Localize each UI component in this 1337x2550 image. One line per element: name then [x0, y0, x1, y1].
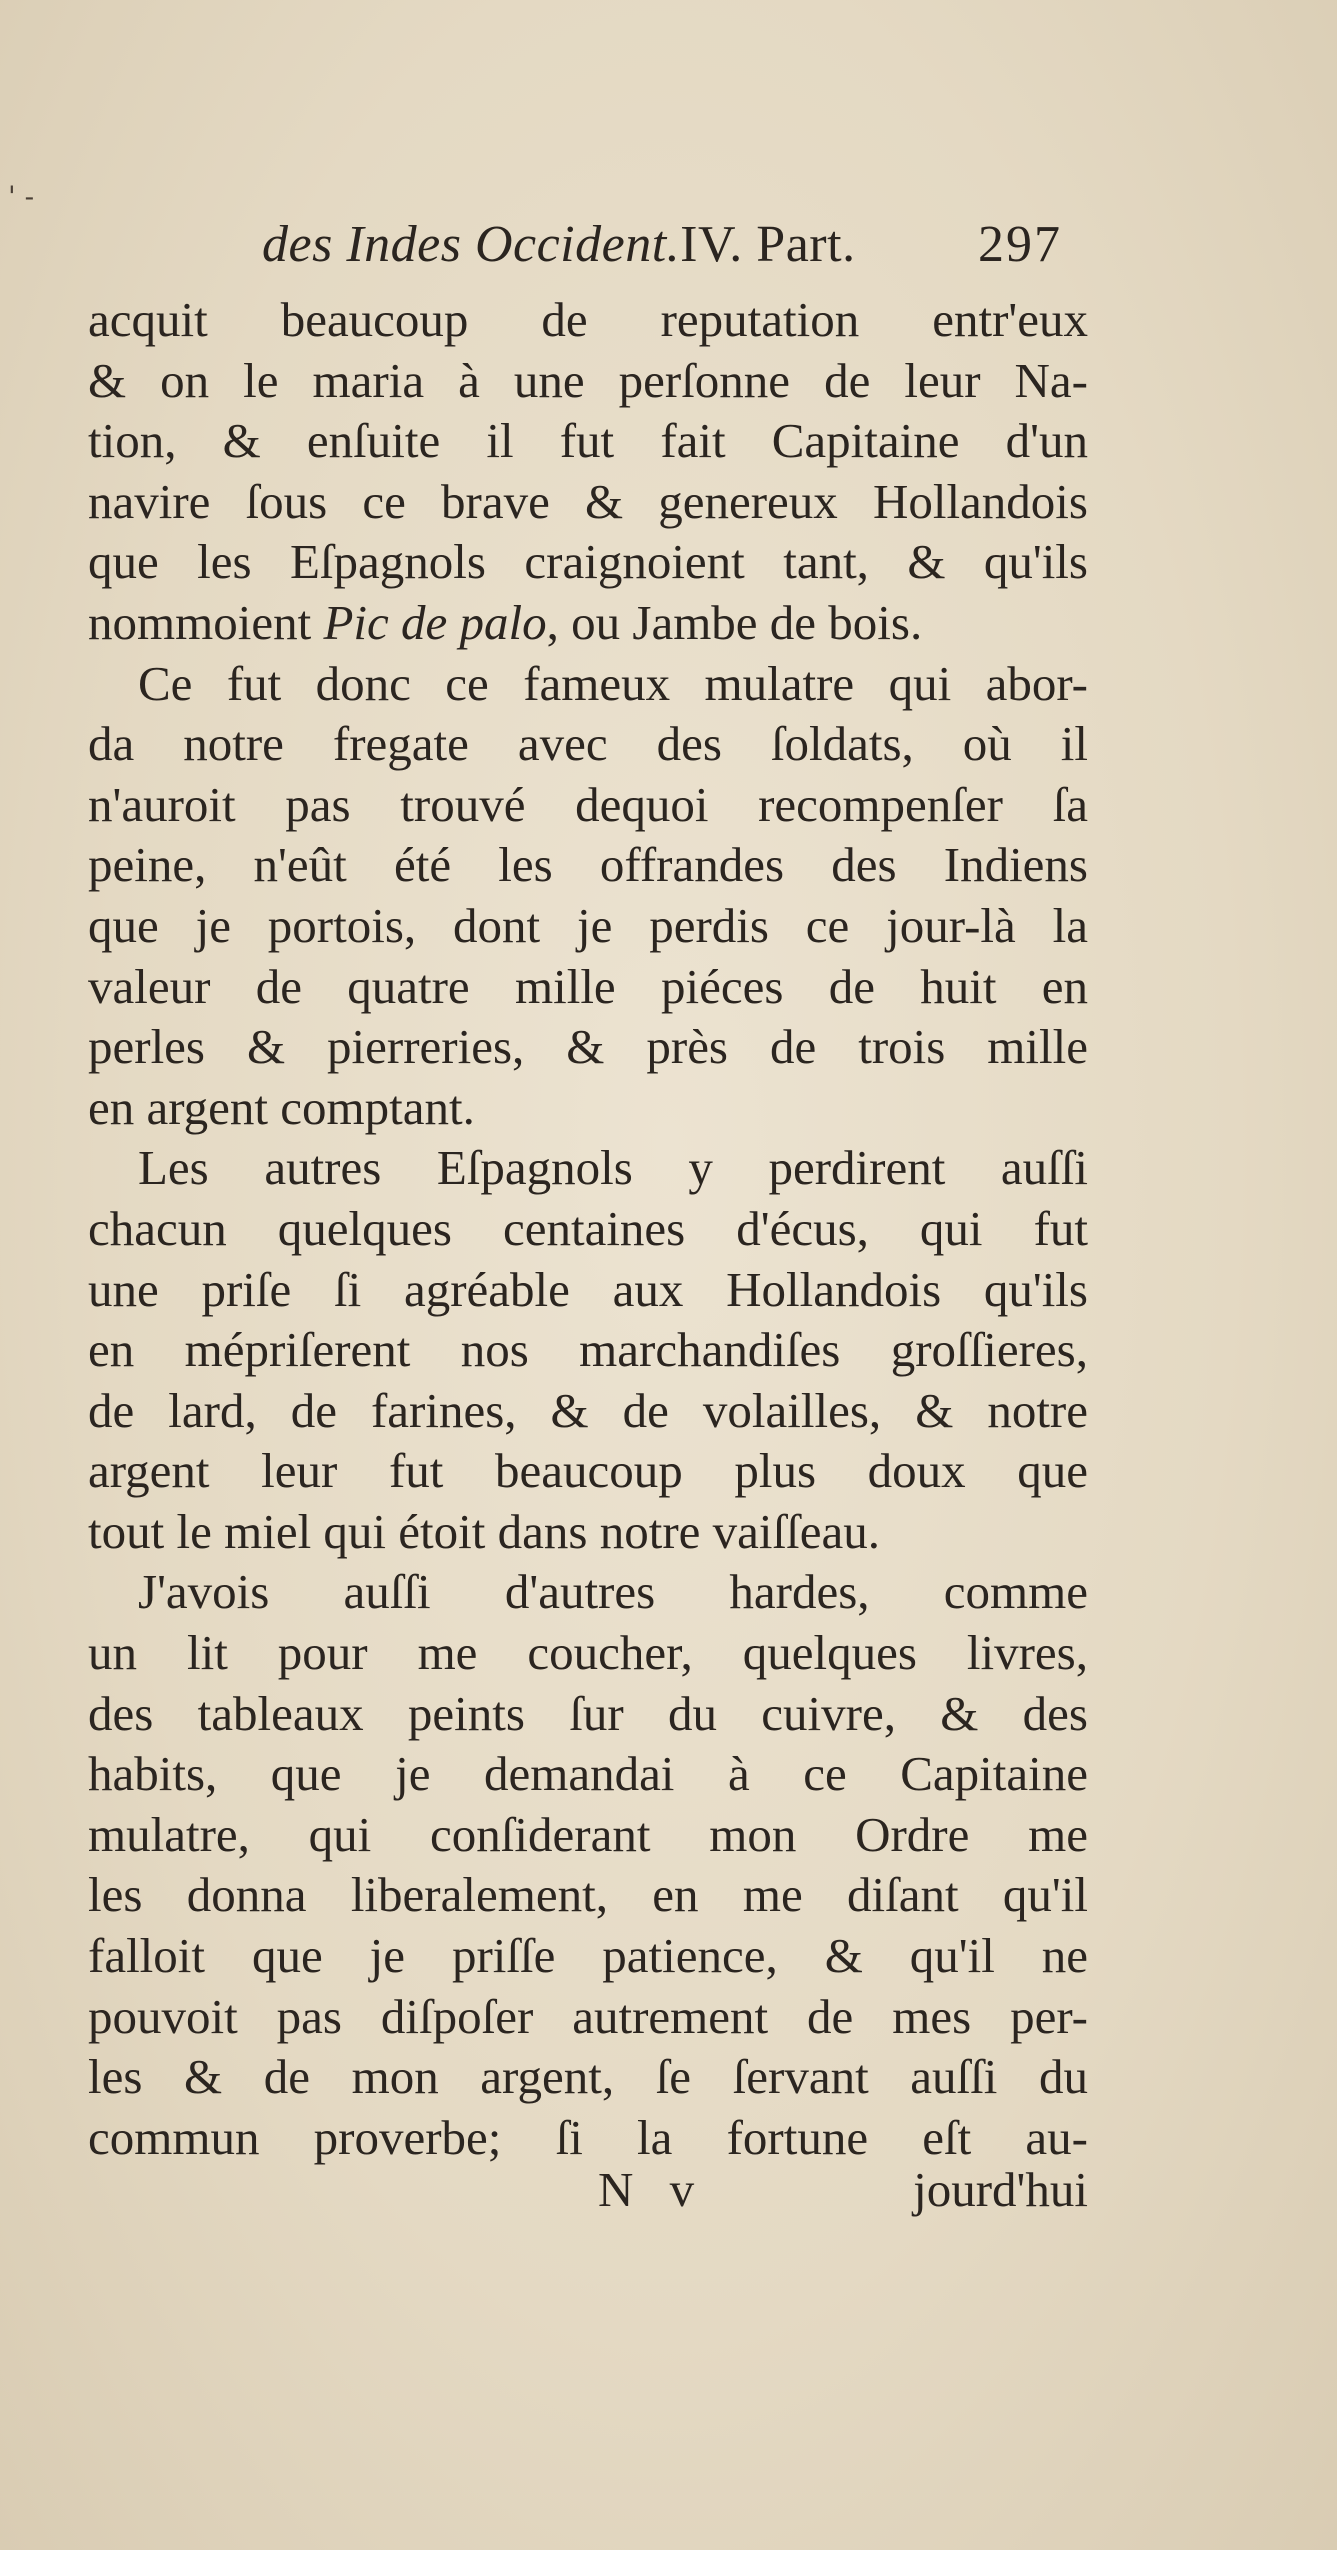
text-line: da notre fregate avec des ſoldats, où il [88, 716, 1088, 772]
text-line: J'avois auſſi d'autres hardes, comme [138, 1564, 1088, 1620]
text-line [88, 593, 1088, 654]
text-line: mulatre, qui conſiderant mon Ordre me [88, 1806, 1088, 1862]
running-title-italic: des Indes Occident. [262, 216, 681, 273]
text-line: navire ſous ce brave & genereux Hollandois [88, 473, 1088, 529]
text-line: de lard, de farines, & de volailles, & notre [88, 1382, 1088, 1438]
text-line: en argent comptant. [88, 1079, 475, 1135]
catchword: jourd'hui [913, 2162, 1088, 2217]
running-title [262, 210, 856, 280]
text-line: tout le miel qui étoit dans notre vaiſſeau. [88, 1503, 880, 1559]
page-edge-mark: ' - [8, 180, 35, 213]
text-line: chacun quelques centaines d'écus, qui fut [88, 1200, 1088, 1256]
text-line-segment: , ou Jambe de bois. [546, 594, 923, 650]
text-line: commun proverbe; ſi la fortune eſt au- [88, 2109, 1088, 2165]
text-line: les donna liberalement, en me diſant qu'il [88, 1867, 1088, 1923]
page-footer [598, 2155, 1088, 2225]
text-line: perles & pierreries, & près de trois mille [88, 1019, 1088, 1075]
text-line: valeur de quatre mille piéces de huit en [88, 958, 1088, 1014]
text-line: que je portois, dont je perdis ce jour-là la [88, 897, 1088, 953]
text-line: peine, n'eût été les offrandes des Indiens [88, 837, 1088, 893]
text-line: falloit que je priſſe patience, & qu'il ne [88, 1928, 1088, 1984]
text-line: en mépriſerent nos marchandiſes groſſieres, [88, 1322, 1088, 1378]
text-line: tion, & enſuite il fut fait Capitaine d'un [88, 413, 1088, 469]
text-line: acquit beaucoup de reputation entr'eux [88, 292, 1088, 347]
text-line: & on le maria à une perſonne de leur Na- [88, 352, 1088, 408]
running-title-roman: IV. Part. [680, 216, 856, 273]
text-line: argent leur fut beaucoup plus doux que [88, 1443, 1088, 1499]
text-line: n'auroit pas trouvé dequoi recompenſer ſa [88, 776, 1088, 832]
text-line: Les autres Eſpagnols y perdirent auſſi [138, 1140, 1088, 1196]
text-line: une priſe ſi agréable aux Hollandois qu'ils [88, 1261, 1088, 1317]
text-line: les & de mon argent, ſe ſervant auſſi du [88, 2049, 1088, 2105]
text-line: habits, que je demandai à ce Capitaine [88, 1746, 1088, 1802]
text-line: des tableaux peints ſur du cuivre, & des [88, 1685, 1088, 1741]
text-line: un lit pour me coucher, quelques livres, [88, 1625, 1088, 1681]
text-line: pouvoit pas diſpoſer autrement de mes per- [88, 1988, 1088, 2044]
signature-mark: N v [598, 2162, 707, 2217]
text-line: Ce fut donc ce fameux mulatre qui abor- [138, 655, 1088, 711]
page-header [262, 210, 1062, 280]
text-line-italic: Pic de palo [323, 594, 547, 650]
text-line: que les Eſpagnols craignoient tant, & qu'ils [88, 534, 1088, 590]
body-text [88, 290, 1088, 2168]
page-number: 297 [978, 216, 1062, 273]
text-line-segment: nommoient [88, 594, 324, 650]
